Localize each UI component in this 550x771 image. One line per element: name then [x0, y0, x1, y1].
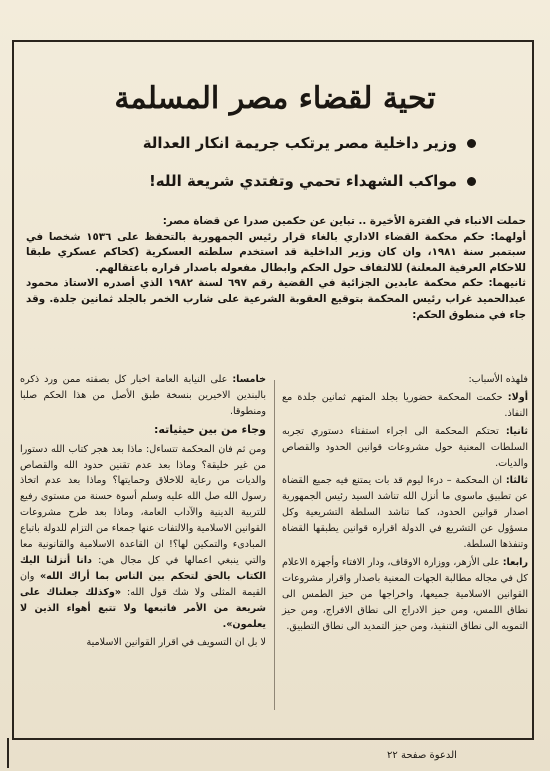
- left-body: [20, 442, 266, 633]
- intro-second: [26, 276, 526, 323]
- intro-second-text: حكم محكمة عابدين الجزائية في القضية رقم ٦٩٧ لسنة ١٩٨٢ الذي أصدره الاستاذ محمود عبدالحميد غراب رئيس المحكمة بتوقيع العقوبة الشرعية على شارب الخمر بالجلد ثمانين جلدة. وقد جاء في منطوق الحكم:: [26, 277, 526, 321]
- right-column: [282, 372, 528, 637]
- left-fifth-label: خامسا:: [232, 374, 266, 385]
- bullet-icon: [467, 177, 476, 186]
- right-p0: فلهذه الأسباب:: [468, 374, 528, 385]
- left-mid-text: وان القيمة المثلى ولا شك قول الله:: [20, 570, 266, 598]
- right-third-label: ثالثا:: [505, 475, 528, 487]
- intro-paragraph: [26, 214, 526, 323]
- left-quote-2: «وكذلك جعلناك على شريعة من الأمر فاتبعها ولا تتبع أهواء الذين لا يعلمون».: [20, 586, 266, 630]
- right-first: [282, 390, 528, 422]
- intro-second-label: ثانيهما:: [488, 277, 526, 290]
- left-fifth-text: على النيابة العامة اخبار كل بصفته ممن ورد ذكره بالبندين الاخيرين بنسخة طبق الأصل من هذا الحكم صلبا ومنطوقا.: [20, 374, 266, 417]
- margin-mark: [7, 738, 9, 768]
- right-third-text: ان المحكمة – درءا ليوم قد بات يمتنع فيه جميع القضاة عن تطبيق ماسوى ما أنزل الله تناشد السيد رئيس الجمهورية اصدار قوانين الحدود، كما تناشد السلطة التشريعية وكل مسؤول عن التشريع في الدولة اقراره قوانين يطبقها القضاة وتنفذها السلطة.: [282, 475, 528, 551]
- headline-1-text: وزير داخلية مصر يرتكب جريمة انكار العدالة: [142, 134, 457, 152]
- right-second: [282, 424, 528, 472]
- left-quote-1: دانا أنزلنا اليك الكتاب بالحق لتحكم بين الناس بما أراك الله»: [20, 554, 266, 582]
- headline-2: [149, 168, 476, 194]
- right-first-label: أولا:: [507, 391, 528, 403]
- left-subhead: وجاء من بين حيثياته:: [154, 422, 266, 436]
- left-tail: لا بل ان التسويف في اقرار القوانين الاسلامية: [86, 636, 266, 648]
- right-third: [282, 473, 528, 553]
- intro-first: [26, 230, 526, 277]
- right-second-text: تحتكم المحكمة الى اجراء استفتاء دستوري تجربه السلطات المعنية حول مشروعات قوانين الحدود والقصاص والديات.: [282, 425, 528, 469]
- intro-lead: حملت الانباء في الفترة الأخيرة .. تباين عن حكمين صدرا عن قضاة مصر:: [162, 215, 526, 227]
- left-column: [20, 372, 266, 652]
- intro-first-text: حكم محكمة القضاء الاداري بالغاء قرار رئيس الجمهورية بالتحفظ على ١٥٣٦ شخصا في سبتمبر سنة ١٩٨١، وان كان وزير الداخلية قد استخدم سلطته العسكرية (كحاكم عسكري طبقا للاحكام العرفية المعلنة) للالتفاف حول الحكم وابطال مفعوله باصدار قراره باعتقالهم.: [26, 230, 526, 274]
- intro-first-label: أولهما:: [490, 230, 526, 243]
- right-fourth-label: رابعا:: [502, 556, 528, 568]
- right-first-text: حكمت المحكمة حضوريا بجلد المتهم ثمانين جلدة مع النفاذ.: [282, 391, 528, 419]
- headline-2-text: مواكب الشهداء تحمي وتفتدي شريعة الله!: [148, 172, 457, 190]
- right-second-label: ثانيا:: [505, 425, 528, 437]
- right-fourth-text: على الأزهر، ووزارة الاوقاف، ودار الافتاء وأجهزة الاعلام كل في مجاله مطالبة الجهات المعنية باصدار واقرار مشروعات القوانين الاسلامية جميعها، واخراجها من حيز الطمس الى نطاق اللمس، ومن حيز الادراج الى نطاق الافراج، ومن حيز التمويه الى نطاق التنفيذ، ومن حيز التمديد الى نطاق التطبيق.: [282, 556, 528, 632]
- article-title: تحية لقضاء مصر المسلمة: [114, 81, 436, 116]
- left-body-text: ومن ثم فان المحكمة تتساءل: ماذا بعد هجر كتاب الله دستورا من غير خليقة؟ وماذا بعد عدم تقنين حدود الله والقصاص والديات من رعاية للاخلاق وحمايتها؟ وماذا بعد عدم اتخاذ رسول الله صل الله عليه وسلم أسوة حسنة من مستوى رفيع للتربية الدينية والآداب العامة، وماذا بعد طرح مشروعات القوانين الاسلامية والالتفات عنها جمعاء من التزام للدولة باتباع المبادىء والتمكين لها؟! ان القاعدة الاسلامية والقانونية معا والتي ينبغي اعمالها في كل مجال هي:: [20, 443, 266, 566]
- right-fourth: [282, 555, 528, 635]
- headline-1: [143, 130, 476, 156]
- column-divider: [274, 380, 275, 710]
- page-footer: الدعوة صفحة ٢٢: [387, 750, 457, 761]
- bullet-icon: [467, 139, 476, 148]
- left-fifth: [20, 372, 266, 420]
